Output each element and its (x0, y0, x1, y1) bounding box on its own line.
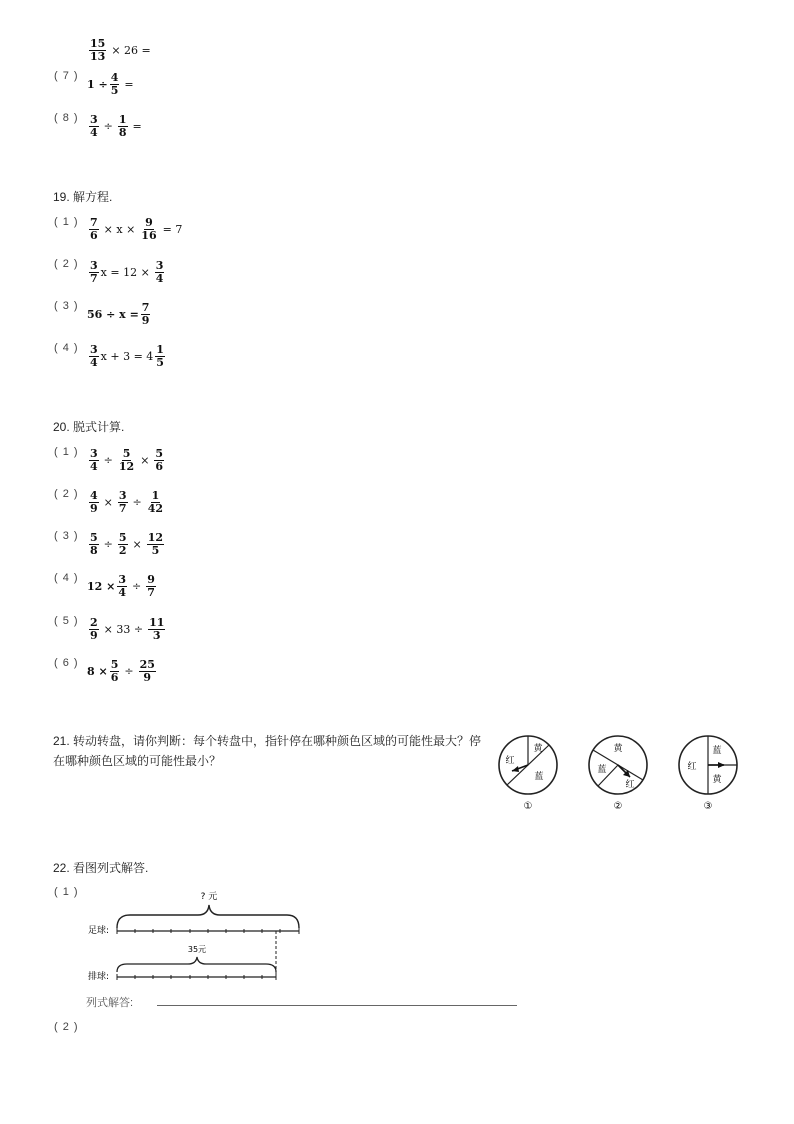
q21-question-text: 21. 转动转盘，请你判断：每个转盘中，指针停在哪种颜色区域的可能性最大？停在哪种颜色区域的可能性最小？ (53, 734, 482, 768)
spinner-1 (499, 736, 557, 812)
q19-equation-4: $\frac{3}{4}$ x + 3 = 4 $\frac{1}{5}$ (90, 343, 164, 369)
q20-label-1: ( 1 ) (54, 446, 79, 458)
answer-label: 列式解答: (86, 997, 134, 1009)
spinner-1-label-blue: 蓝 (534, 772, 544, 782)
volleyball-label: 排球: (88, 972, 110, 982)
spinner-3 (679, 736, 737, 812)
q20-label-2: ( 2 ) (54, 488, 79, 500)
spinner-2-caption: ② (613, 801, 623, 812)
spinner-1-label-red: 红 (505, 756, 515, 766)
q22-label-1: ( 1 ) (54, 886, 79, 898)
q18-item6-expression: $\frac{15}{13}$ × 26 = (90, 37, 151, 63)
q18-item8-expression: $\frac{3}{4}$ ÷ $\frac{1}{8}$ = (90, 113, 142, 139)
q19-equation-3: 56 ÷ x = $\frac{7}{9}$ (87, 301, 150, 327)
spinner-2 (589, 736, 647, 812)
q22-title: 22. 看图列式解答. (53, 861, 149, 875)
bottom-brace (117, 957, 276, 972)
spinner-2-label-yellow: 黄 (613, 744, 623, 754)
q22-label-2: ( 2 ) (54, 1021, 79, 1033)
q19-title: 19. 解方程. (53, 190, 113, 204)
spinner-3-label-red: 红 (687, 762, 697, 772)
top-brace (117, 905, 299, 928)
spinner-2-label-red: 红 (625, 780, 635, 790)
q20-label-3: ( 3 ) (54, 530, 79, 542)
q20-expression-6: 8 × $\frac{5}{6}$ ÷ $\frac{25}{9}$ (87, 658, 155, 684)
q20-expression-2: $\frac{4}{9}$ × $\frac{3}{7}$ ÷ $\frac{1}{42}$ (90, 489, 164, 515)
q20-label-6: ( 6 ) (54, 657, 79, 669)
q20-label-5: ( 5 ) (54, 615, 79, 627)
spinner-1-caption: ① (523, 801, 533, 812)
bottom-brace-label: 35元 (187, 945, 207, 954)
spinner-3-label-yellow: 黄 (712, 775, 722, 785)
q19-label-1: ( 1 ) (54, 216, 79, 228)
spinner-2-label-blue: 蓝 (597, 765, 607, 775)
answer-line[interactable] (157, 1005, 517, 1006)
q20-title: 20. 脱式计算. (53, 420, 125, 434)
q19-equation-2: $\frac{3}{7}$ x = 12 × $\frac{3}{4}$ (90, 259, 164, 285)
line-segment-diagram (80, 885, 320, 985)
q19-label-2: ( 2 ) (54, 258, 79, 270)
q18-item7-label: ( 7 ) (54, 70, 79, 82)
spinner-3-caption: ③ (703, 801, 713, 812)
q19-label-4: ( 4 ) (54, 342, 79, 354)
football-label: 足球: (88, 926, 110, 936)
spinner-3-label-blue: 蓝 (712, 746, 722, 756)
q19-label-3: ( 3 ) (54, 300, 79, 312)
q20-expression-3: $\frac{5}{8}$ ÷ $\frac{5}{2}$ × $\frac{12}{5}$ (90, 531, 164, 557)
top-brace-label: ? 元 (200, 892, 218, 902)
q18-item7-expression: 1 ÷ $\frac{4}{5}$ = (87, 71, 134, 97)
q18-item8-label: ( 8 ) (54, 112, 79, 124)
q19-equation-1: $\frac{7}{6}$ × x × $\frac{9}{16}$ = 7 (90, 216, 183, 242)
q20-label-4: ( 4 ) (54, 572, 79, 584)
q20-expression-1: $\frac{3}{4}$ ÷ $\frac{5}{12}$ × $\frac{5}{6}$ (90, 447, 164, 473)
spinner-1-label-yellow: 黄 (533, 744, 543, 754)
q20-expression-5: $\frac{2}{9}$ × 33 ÷ $\frac{11}{3}$ (90, 616, 165, 642)
spinner-diagrams (492, 730, 752, 812)
q20-expression-4: 12 × $\frac{3}{4}$ ÷ $\frac{9}{7}$ (87, 573, 155, 599)
